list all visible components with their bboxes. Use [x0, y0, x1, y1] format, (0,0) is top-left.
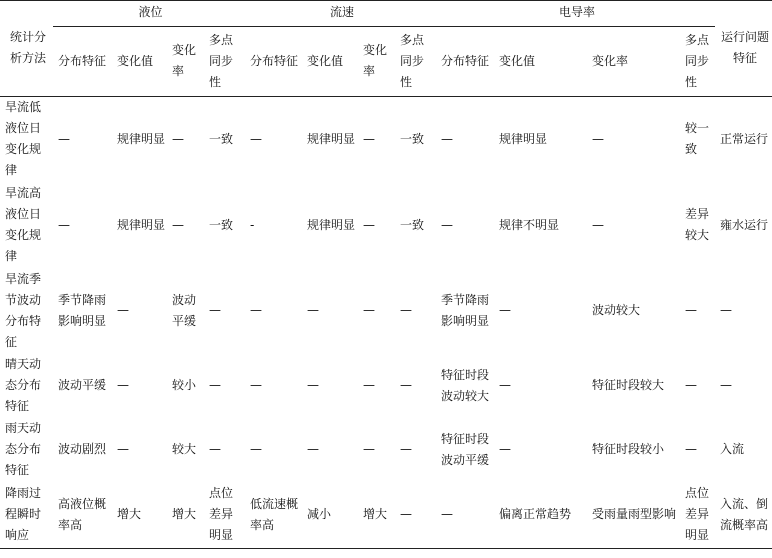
group-header-level: 液位: [53, 0, 245, 26]
method-cell: 旱流高液位日变化规律: [5, 186, 42, 263]
table-cell: —: [172, 131, 184, 146]
table-cell: —: [685, 442, 698, 456]
table-cell: —: [117, 378, 129, 392]
table-row: [0, 182, 772, 268]
method-cell: 旱流低液位日变化规律: [5, 100, 42, 178]
table-cell: —: [172, 217, 184, 232]
stat-method-header: 统计分析方法: [0, 0, 53, 96]
table-cell: 减小: [307, 507, 332, 521]
table-cell: —: [209, 378, 221, 392]
table-cell: 规律明显: [307, 131, 356, 146]
table-cell: 季节降雨影响明显: [58, 292, 107, 328]
method-cell: 晴天动态分布特征: [5, 357, 42, 413]
table-cell: —: [363, 303, 376, 317]
table-cell: —: [499, 303, 512, 317]
method-cell: 雨天动态分布特征: [5, 421, 42, 477]
table-cell: 偏离正常趋势: [499, 507, 572, 521]
table-row: [0, 96, 772, 182]
col-header: 分布特征: [436, 26, 494, 96]
table-cell: —: [58, 131, 70, 146]
col-header: 多点同步性: [395, 26, 436, 96]
header-row-groups: [0, 0, 772, 26]
table-cell: 规律明显: [307, 217, 356, 232]
table-cell: —: [363, 442, 376, 456]
table-row: [0, 481, 772, 548]
table-cell: 低流速概率高: [250, 496, 299, 532]
table-cell: —: [250, 131, 263, 146]
issue-cell: —: [720, 378, 733, 392]
col-header: 变化值: [112, 26, 167, 96]
table-cell: 增大: [363, 507, 388, 521]
table-cell: —: [307, 303, 320, 317]
table-cell: 波动剧烈: [58, 442, 107, 456]
table-cell: 季节降雨影响明显: [441, 292, 490, 328]
table-row: [0, 418, 772, 481]
table-cell: 波动平缓: [58, 378, 107, 392]
table-cell: —: [592, 217, 605, 232]
method-cell: 降雨过程瞬时响应: [5, 486, 42, 542]
table-cell: 特征时段波动较大: [441, 367, 490, 403]
issue-cell: 入流: [720, 442, 745, 456]
table-cell: —: [307, 378, 320, 392]
table-cell: —: [499, 378, 512, 392]
col-header: 变化率: [358, 26, 395, 96]
table-cell: 波动平缓: [172, 292, 197, 328]
method-cell: 旱流季节波动分布特征: [5, 271, 42, 349]
issue-cell: —: [720, 303, 733, 317]
table-cell: —: [363, 217, 376, 232]
table-cell: —: [400, 442, 413, 456]
table-cell: —: [363, 378, 376, 392]
table-cell: -: [250, 217, 255, 232]
table-cell: 差异较大: [685, 207, 710, 242]
table-bottom-rule: [0, 548, 772, 549]
table-cell: —: [58, 217, 70, 232]
table-cell: —: [400, 303, 413, 317]
table-cell: —: [685, 303, 698, 317]
table-cell: —: [250, 303, 263, 317]
group-header-velocity: 流速: [245, 0, 436, 26]
table-cell: 增大: [117, 507, 142, 521]
table-cell: —: [250, 378, 263, 392]
table-cell: —: [499, 442, 512, 456]
table-cell: 波动较大: [592, 303, 641, 317]
table-cell: —: [250, 442, 263, 456]
table-cell: 受雨量雨型影响: [592, 507, 677, 521]
table-cell: —: [685, 378, 698, 392]
table-cell: 高液位概率高: [58, 496, 107, 532]
col-header: 变化值: [302, 26, 358, 96]
table-cell: 一致: [209, 217, 234, 232]
table-cell: 规律明显: [117, 131, 166, 146]
table-cell: —: [307, 442, 320, 456]
table-body: [0, 96, 772, 548]
table-cell: —: [400, 378, 413, 392]
table-cell: 一致: [209, 131, 234, 146]
issue-cell: 雍水运行: [720, 217, 769, 232]
table-cell: 特征时段较大: [592, 378, 665, 392]
table-cell: 一致: [400, 217, 425, 232]
table-cell: 规律明显: [499, 131, 548, 146]
table-cell: —: [209, 303, 221, 317]
table-cell: 点位差异明显: [209, 486, 234, 542]
table-cell: 特征时段波动平缓: [441, 431, 490, 467]
col-header: 变化值: [494, 26, 587, 96]
group-header-conductivity: 电导率: [436, 0, 715, 26]
table-cell: 规律明显: [117, 217, 166, 232]
table-cell: 特征时段较小: [592, 442, 665, 456]
col-header: 变化率: [587, 26, 680, 96]
issue-header: 运行问题特征: [715, 0, 772, 96]
table-cell: 点位差异明显: [685, 486, 710, 542]
table-row: [0, 353, 772, 418]
col-header: 变化率: [167, 26, 204, 96]
col-header: 分布特征: [245, 26, 302, 96]
col-header: 多点同步性: [680, 26, 715, 96]
table-cell: —: [117, 303, 129, 317]
table-cell: —: [117, 442, 129, 456]
table-cell: 较一致: [685, 121, 710, 157]
table-cell: —: [400, 507, 413, 521]
table-row: [0, 268, 772, 353]
col-header: 多点同步性: [204, 26, 245, 96]
table-cell: —: [363, 131, 376, 146]
table-cell: 较小: [172, 378, 197, 392]
header-row-cols: [0, 26, 772, 96]
table-cell: 一致: [400, 131, 425, 146]
table-cell: 增大: [172, 507, 197, 521]
table-cell: 规律不明显: [499, 217, 560, 232]
col-header: 分布特征: [53, 26, 112, 96]
issue-cell: 入流、倒流概率高: [720, 496, 769, 532]
table-cell: —: [441, 131, 454, 146]
table-cell: —: [592, 131, 605, 146]
table-cell: —: [209, 442, 221, 456]
issue-cell: 正常运行: [720, 131, 769, 146]
table-cell: —: [441, 507, 454, 521]
table-cell: —: [441, 217, 454, 232]
table-cell: 较大: [172, 442, 197, 456]
